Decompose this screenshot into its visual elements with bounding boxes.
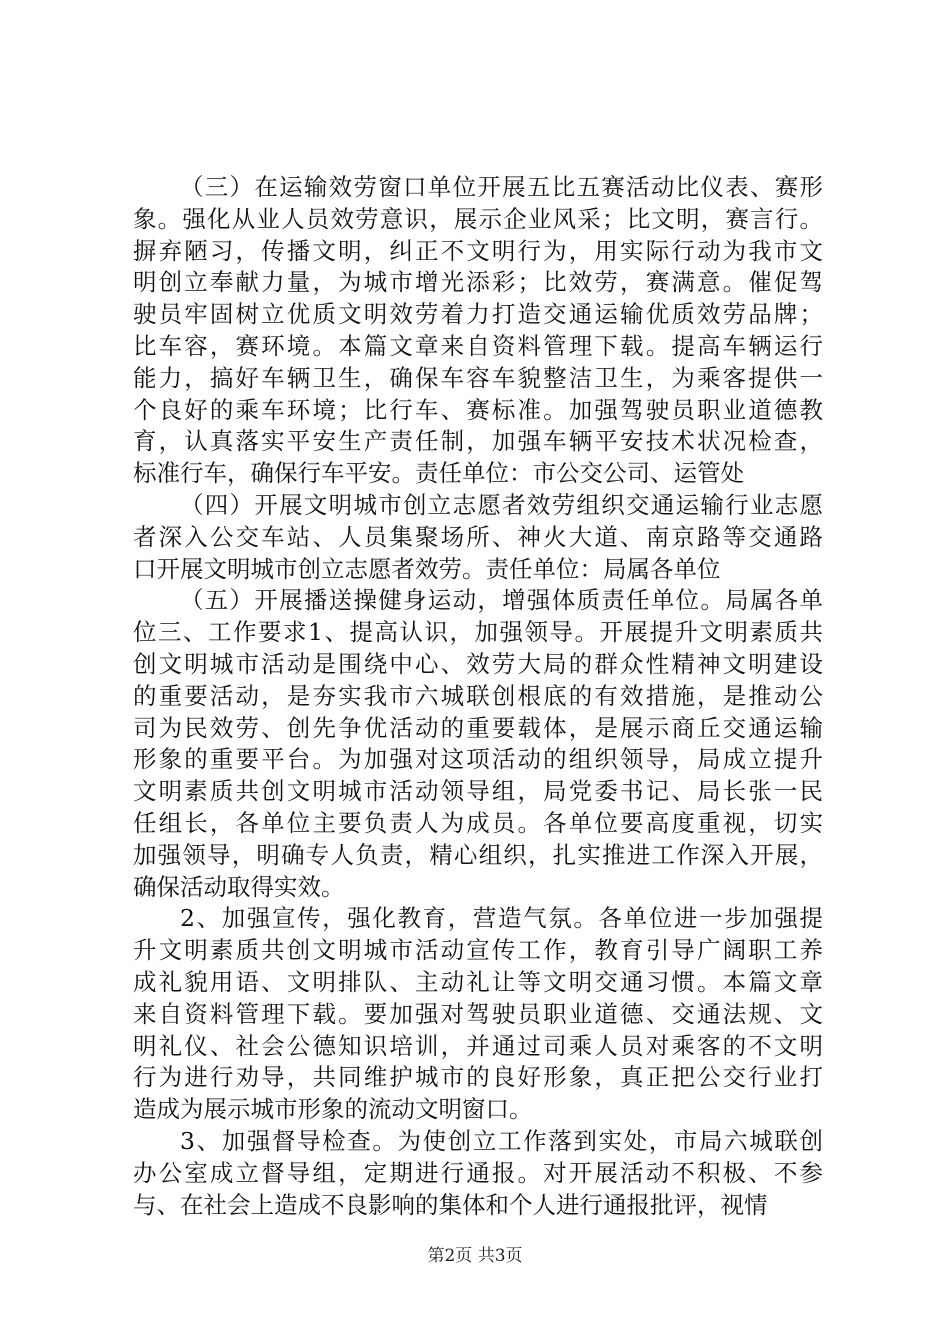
text-line: 造成为展示城市形象的流动文明窗口。 <box>133 1095 533 1124</box>
text-line: 成礼貌用语、文明排队、主动礼让等文明交通习惯。本篇文章 <box>133 967 823 996</box>
paragraph <box>133 903 823 1126</box>
text-line: 加强领导，明确专人负责，精心组织，扎实推进工作深入开展， <box>133 840 823 869</box>
text-line: 2、加强宣传，强化教育，营造气氛。各单位进一步加强提 <box>180 904 823 933</box>
text-line: 办公室成立督导组，定期进行通报。对开展活动不积极、不参 <box>133 1158 823 1187</box>
text-line: 明创立奉献力量，为城市增光添彩；比效劳，赛满意。催促驾 <box>133 268 823 297</box>
text-line: 形象的重要平台。为加强对这项活动的组织领导，局成立提升 <box>133 745 823 774</box>
paragraph <box>133 585 823 903</box>
paragraph <box>133 490 823 585</box>
text-line: （五）开展播送操健身运动，增强体质责任单位。局属各单 <box>180 586 823 615</box>
text-line: （四）开展文明城市创立志愿者效劳组织交通运输行业志愿 <box>180 490 823 519</box>
document-body <box>133 172 823 1221</box>
text-line: 的重要活动，是夯实我市六城联创根底的有效措施，是推动公 <box>133 681 823 710</box>
text-line: 口开展文明城市创立志愿者效劳。责任单位：局属各单位 <box>133 554 721 583</box>
paragraph <box>133 1126 823 1221</box>
text-line: 个良好的乘车环境；比行车、赛标准。加强驾驶员职业道德教 <box>133 395 823 424</box>
text-line: （三）在运输效劳窗口单位开展五比五赛活动比仪表、赛形 <box>180 173 823 201</box>
text-line: 象。强化从业人员效劳意识，展示企业风采；比文明，赛言行。 <box>133 204 823 233</box>
text-line: 明礼仪、社会公德知识培训，并通过司乘人员对乘客的不文明 <box>133 1031 823 1060</box>
text-line: 育，认真落实平安生产责任制，加强车辆平安技术状况检查， <box>133 427 823 456</box>
text-line: 比车容，赛环境。本篇文章来自资料管理下载。提高车辆运行 <box>133 331 823 360</box>
page-footer: 第2页 共3页 <box>427 1246 523 1266</box>
text-line: 司为民效劳、创先争优活动的重要载体，是展示商丘交通运输 <box>133 713 823 742</box>
text-line: 来自资料管理下载。要加强对驾驶员职业道德、交通法规、文 <box>133 999 823 1028</box>
text-line: 者深入公交车站、人员集聚场所、神火大道、南京路等交通路 <box>133 522 823 551</box>
text-line: 标准行车，确保行车平安。责任单位：市公交公司、运管处 <box>133 459 744 488</box>
text-line: 确保活动取得实效。 <box>133 872 345 901</box>
text-line: 位三、工作要求1、提高认识，加强领导。开展提升文明素质共 <box>133 618 823 647</box>
paragraph <box>133 172 823 490</box>
text-line: 能力，搞好车辆卫生，确保车容车貌整洁卫生，为乘客提供一 <box>133 363 823 392</box>
text-line: 文明素质共创文明城市活动领导组，局党委书记、局长张一民 <box>133 777 823 806</box>
text-line: 任组长，各单位主要负责人为成员。各单位要高度重视，切实 <box>133 808 823 837</box>
text-line: 驶员牢固树立优质文明效劳着力打造交通运输优质效劳品牌； <box>133 300 823 329</box>
text-line: 行为进行劝导，共同维护城市的良好形象，真正把公交行业打 <box>133 1063 823 1092</box>
text-line: 摒弃陋习，传播文明，纠正不文明行为，用实际行动为我市文 <box>133 236 823 265</box>
text-line: 创文明城市活动是围绕中心、效劳大局的群众性精神文明建设 <box>133 649 823 678</box>
text-line: 升文明素质共创文明城市活动宣传工作，教育引导广阔职工养 <box>133 936 823 965</box>
text-line: 与、在社会上造成不良影响的集体和个人进行通报批评，视情 <box>133 1190 768 1219</box>
text-line: 3、加强督导检查。为使创立工作落到实处，市局六城联创 <box>180 1126 823 1155</box>
